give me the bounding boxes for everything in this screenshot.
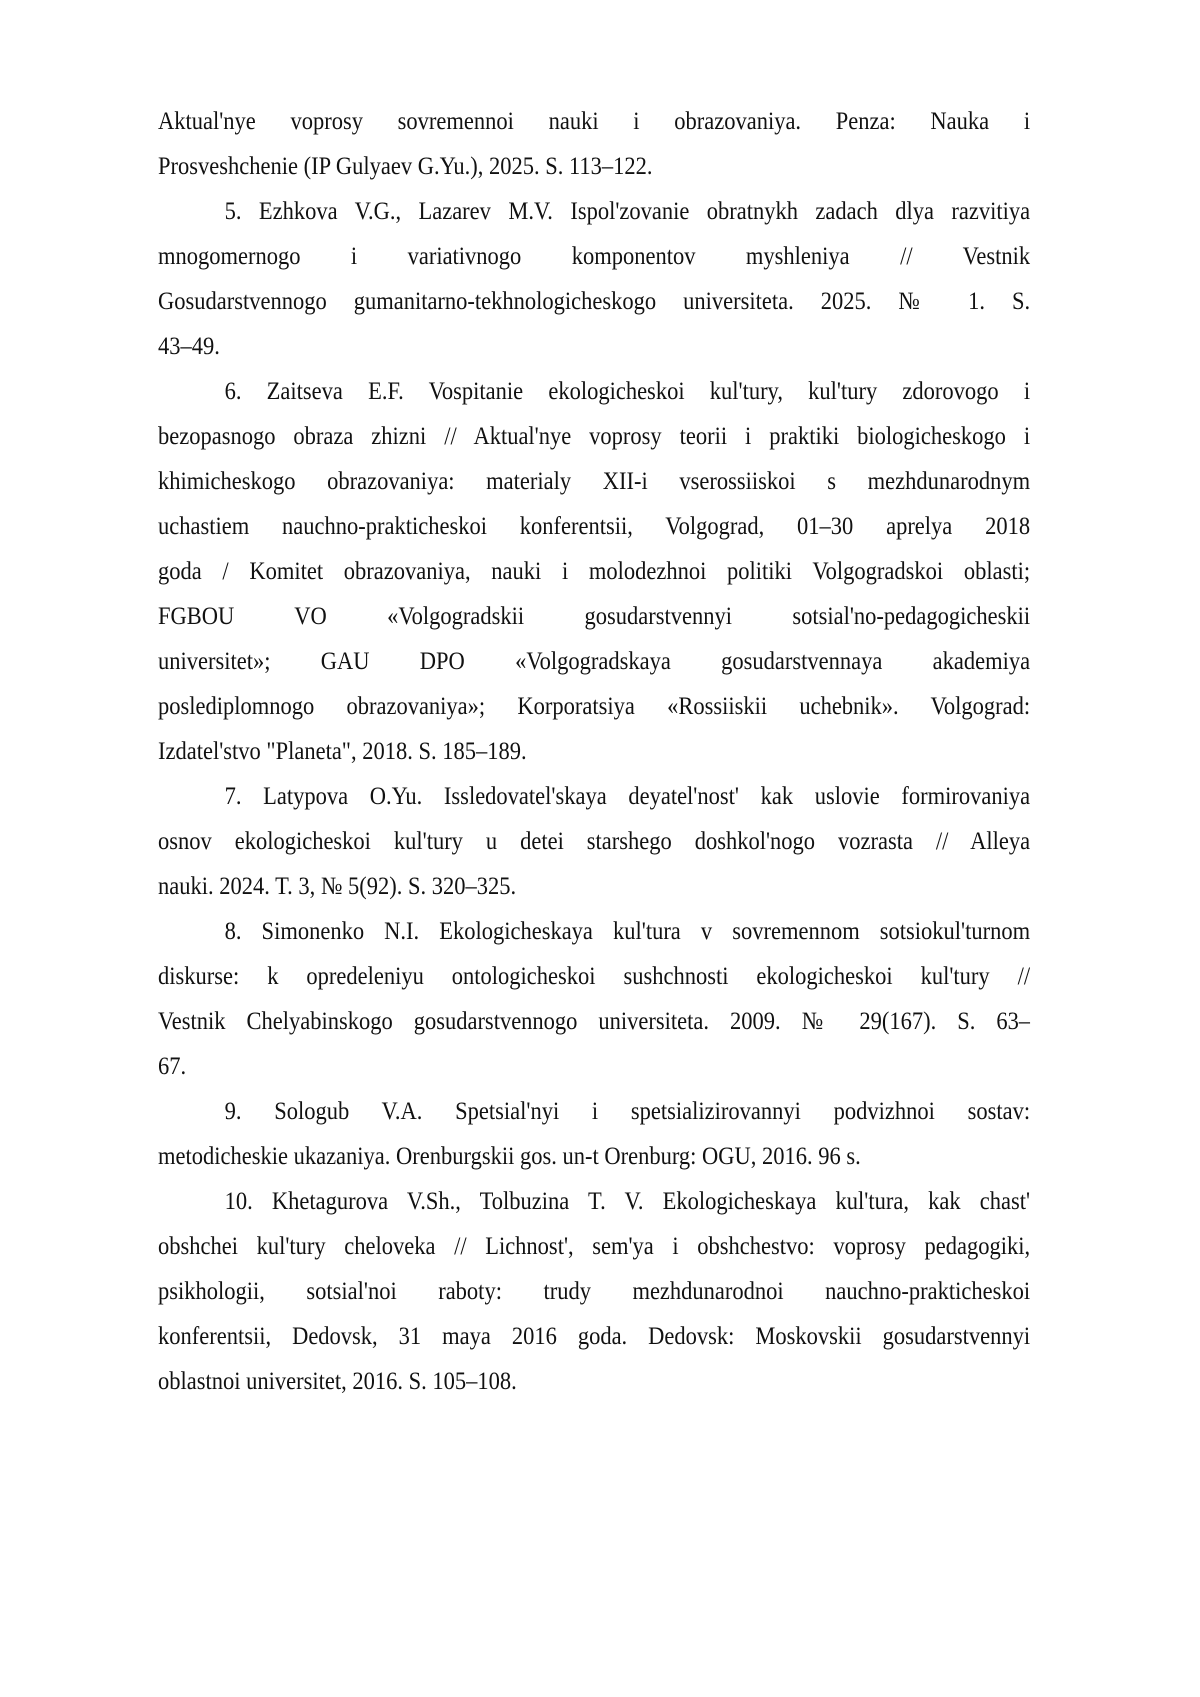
reference-line: 67. (158, 1053, 187, 1080)
reference-entry (158, 1094, 1030, 1184)
reference-line: 10. Khetagurova V.Sh., Tolbuzina T. V. Ekologicheskaya kul'tura, kak chast' (224, 1188, 1031, 1215)
reference-line: mnogomernogo i variativnogo komponentov myshleniya // Vestnik (158, 243, 1031, 270)
reference-line: 6. Zaitseva E.F. Vospitanie ekologicheskoi kul'tury, kul'tury zdorovogo i (224, 378, 1031, 405)
reference-entry (158, 374, 1030, 779)
reference-line: Vestnik Chelyabinskogo gosudarstvennogo universiteta. 2009. № 29(167). S. 63– (158, 1008, 1031, 1035)
reference-line: 5. Ezhkova V.G., Lazarev M.V. Ispol'zovanie obratnykh zadach dlya razvitiya (224, 198, 1031, 225)
reference-line: goda / Komitet obrazovaniya, nauki i molodezhnoi politiki Volgogradskoi oblasti; (158, 558, 1031, 585)
reference-line: poslediplomnogo obrazovaniya»; Korporatsiya «Rossiiskii uchebnik». Volgograd: (158, 693, 1031, 720)
reference-entry (158, 779, 1030, 914)
reference-line: bezopasnogo obraza zhizni // Aktual'nye voprosy teorii i praktiki biologicheskogo i (158, 423, 1031, 450)
reference-line: 7. Latypova O.Yu. Issledovatel'skaya deyatel'nost' kak uslovie formirovaniya (224, 783, 1031, 810)
reference-line: Aktual'nye voprosy sovremennoi nauki i obrazovaniya. Penza: Nauka i (158, 108, 1031, 135)
reference-line: 9. Sologub V.A. Spetsial'nyi i spetsializirovannyi podvizhnoi sostav: (224, 1098, 1031, 1125)
reference-entry (158, 104, 1030, 194)
reference-line: 43–49. (158, 333, 220, 360)
reference-line: oblastnoi universitet, 2016. S. 105–108. (158, 1368, 517, 1395)
reference-line: osnov ekologicheskoi kul'tury u detei starshego doshkol'nogo vozrasta // Alleya (158, 828, 1031, 855)
reference-line: uchastiem nauchno-prakticheskoi konferentsii, Volgograd, 01–30 aprelya 2018 (158, 513, 1031, 540)
reference-line: metodicheskie ukazaniya. Orenburgskii gos. un-t Orenburg: OGU, 2016. 96 s. (158, 1143, 861, 1170)
document-page (158, 104, 1030, 1409)
reference-line: obshchei kul'tury cheloveka // Lichnost', sem'ya i obshchestvo: voprosy pedagogiki, (158, 1233, 1031, 1260)
reference-line: nauki. 2024. T. 3, № 5(92). S. 320–325. (158, 873, 517, 900)
reference-line: konferentsii, Dedovsk, 31 maya 2016 goda. Dedovsk: Moskovskii gosudarstvennyi (158, 1323, 1031, 1350)
reference-line: diskurse: k opredeleniyu ontologicheskoi sushchnosti ekologicheskoi kul'tury // (158, 963, 1031, 990)
reference-entry (158, 1184, 1030, 1409)
reference-line: Izdatel'stvo "Planeta", 2018. S. 185–189. (158, 738, 527, 765)
reference-line: Prosveshchenie (IP Gulyaev G.Yu.), 2025. S. 113–122. (158, 153, 653, 180)
reference-entry (158, 194, 1030, 374)
reference-line: khimicheskogo obrazovaniya: materialy XII-i vserossiiskoi s mezhdunarodnym (158, 468, 1031, 495)
reference-entry (158, 914, 1030, 1094)
reference-line: universitet»; GAU DPO «Volgogradskaya gosudarstvennaya akademiya (158, 648, 1031, 675)
reference-line: Gosudarstvennogo gumanitarno-tekhnologicheskogo universiteta. 2025. № 1. S. (158, 288, 1031, 315)
reference-line: psikhologii, sotsial'noi raboty: trudy mezhdunarodnoi nauchno-prakticheskoi (158, 1278, 1031, 1305)
reference-line: FGBOU VO «Volgogradskii gosudarstvennyi sotsial'no-pedagogicheskii (158, 603, 1031, 630)
reference-line: 8. Simonenko N.I. Ekologicheskaya kul'tura v sovremennom sotsiokul'turnom (224, 918, 1031, 945)
